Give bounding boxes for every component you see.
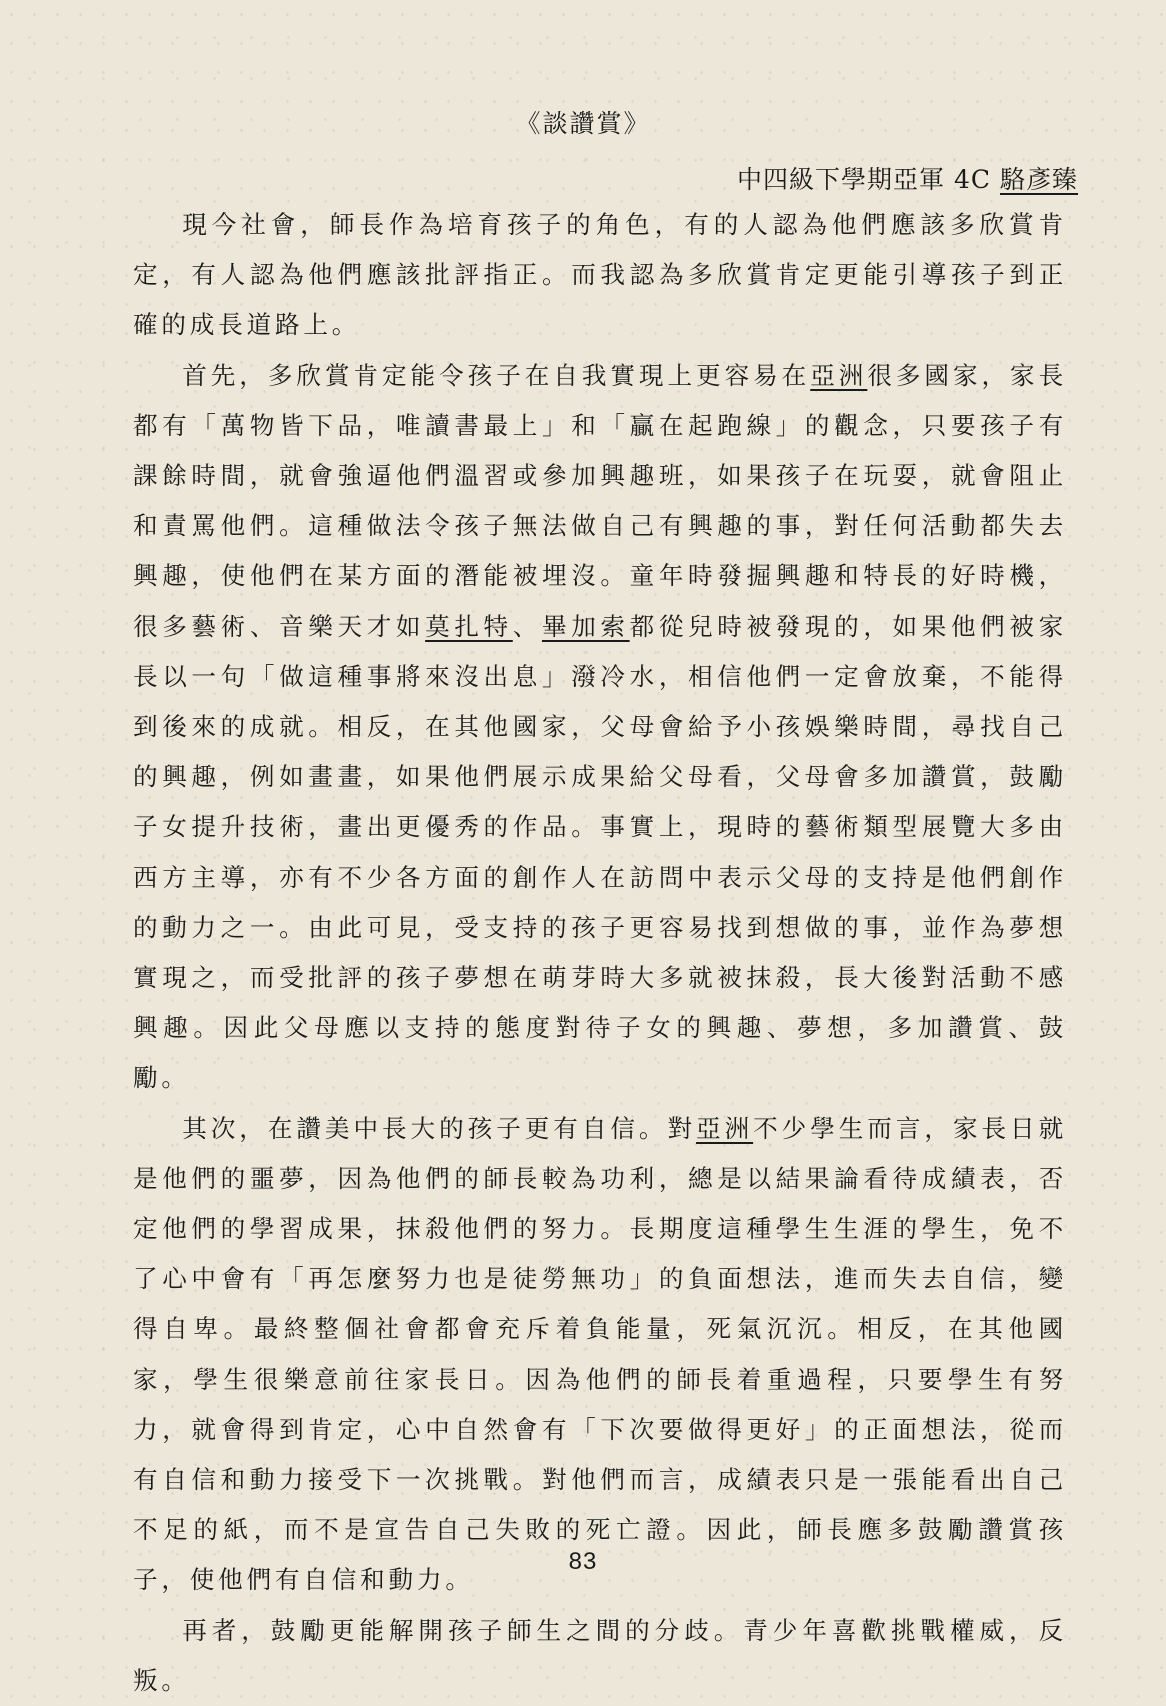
proper-name: 畢加索 xyxy=(541,611,630,641)
page-number: 83 xyxy=(568,1548,598,1575)
essay-body xyxy=(133,200,1067,1706)
text-run: 不少學生而言，家長日就是他們的噩夢，因為他們的師長較為功利，總是以結果論看待成績表，否定他們的學習成果，抹殺他們的努力。長期度這種學生生涯的學生，免不了心中會有「再怎麼努力也是徒勞無功」的負面想法，進而失去自信，變得自卑。最終整個社會都會充斥着負能量，死氣沉沉。相反，在其他國家，學生很樂意前往家長日。因為他們的師長着重過程，只要學生有努力，就會得到肯定，心中自然會有「下次要做得更好」的正面想法，從而有自信和動力接受下一次挑戰。對他們而言，成績表只是一張能看出自己不足的紙，而不是宣告自己失敗的死亡證。因此，師長應多鼓勵讚賞孩子，使他們有自信和動力。 xyxy=(133,1113,1067,1595)
proper-name: 莫扎特 xyxy=(425,611,513,641)
text-run: 首先，多欣賞肯定能令孩子在自我實現上更容易在 xyxy=(182,360,811,390)
award-info: 中四級下學期亞軍 4C xyxy=(737,165,1000,194)
text-run: 再者，鼓勵更能解開孩子師生之間的分歧。青少年喜歡挑戰權威，反叛。 xyxy=(133,1615,1067,1695)
text-run: 都從兒時被發現的，如果他們被家長以一句「做這種事將來沒出息」潑冷水，相信他們一定會放棄，不能得到後來的成就。相反，在其他國家，父母會給予小孩娛樂時間，尋找自己的興趣，例如畫畫，如果他們展示成果給父母看，父母會多加讚賞，鼓勵子女提升技術，畫出更優秀的作品。事實上，現時的藝術類型展覽大多由西方主導，亦有不少各方面的創作人在訪問中表示父母的支持是他們創作的動力之一。由此可見，受支持的孩子更容易找到想做的事，並作為夢想實現之，而受批評的孩子夢想在萌芽時大多就被抹殺，長大後對活動不感興趣。因此父母應以支持的態度對待子女的興趣、夢想，多加讚賞、鼓勵。 xyxy=(133,611,1067,1093)
text-run: 現今社會，師長作為培育孩子的角色，有的人認為他們應該多欣賞肯定，有人認為他們應該批評指正。而我認為多欣賞肯定更能引導孩子到正確的成長道路上。 xyxy=(133,210,1067,340)
byline xyxy=(737,160,1078,196)
author-name: 駱彥臻 xyxy=(999,165,1078,194)
text-run: 很多國家，家長都有「萬物皆下品，唯讀書最上」和「贏在起跑線」的觀念，只要孩子有課餘時間，就會強逼他們溫習或參加興趣班，如果孩子在玩耍，就會阻止和責罵他們。這種做法令孩子無法做自己有興趣的事，對任何活動都失去興趣，使他們在某方面的潛能被埋沒。童年時發掘興趣和特長的好時機，很多藝術、音樂天才如 xyxy=(133,360,1067,641)
text-run: 、 xyxy=(512,611,542,641)
proper-name: 亞洲 xyxy=(696,1113,754,1143)
essay-title: 《談讚賞》 xyxy=(515,109,651,138)
paragraph xyxy=(133,351,1067,1104)
text-run: 其次，在讚美中長大的孩子更有自信。對 xyxy=(182,1113,697,1143)
paragraph xyxy=(133,1606,1067,1706)
paragraph xyxy=(133,200,1067,351)
proper-name: 亞洲 xyxy=(810,360,868,390)
paragraph xyxy=(133,1104,1067,1606)
